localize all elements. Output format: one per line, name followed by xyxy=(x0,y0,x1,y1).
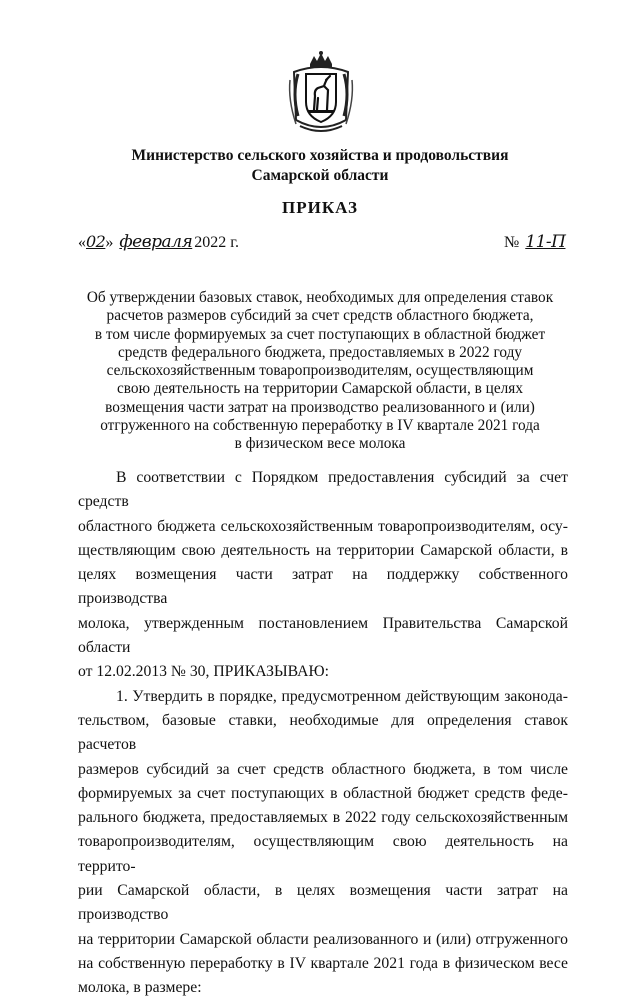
text-line: рии Самарской области, в целях возмещения части затрат на производство xyxy=(78,882,568,924)
document-date xyxy=(78,232,239,252)
ministry-name xyxy=(0,146,640,186)
subject-line: Об утверждении базовых ставок, необходимых для определения ставок xyxy=(86,289,554,306)
paragraph-preamble xyxy=(78,466,568,685)
subject-line: в физическом весе молока xyxy=(234,435,406,453)
subject-line: сельскохозяйственным товаропроизводителям, осуществляющим xyxy=(106,362,534,380)
text-line: товаропроизводителям, осуществляющим свою деятельность на террито- xyxy=(78,833,568,875)
subject-line: свою деятельность на территории Самарской области, в целях xyxy=(117,380,523,398)
ministry-name-line2: Самарской области xyxy=(251,167,389,184)
date-day-handwritten: 02 xyxy=(86,232,106,251)
text-line: на собственную переработку в IV квартале 2021 года в физическом весе xyxy=(78,954,568,972)
text-line: целях возмещения части затрат на поддержку собственного производства xyxy=(78,566,568,608)
date-open-quote: « xyxy=(78,234,86,251)
text-line: молока, утвержденным постановлением Правительства Самарской области xyxy=(78,614,568,657)
text-line: формируемых за счет поступающих в областной бюджет средств феде- xyxy=(78,784,568,802)
subject-line: возмещения части затрат на производство реализованного и (или) xyxy=(105,398,535,416)
document-number xyxy=(504,232,565,252)
subject-line: расчетов размеров субсидий за счет средств областного бюджета, xyxy=(106,307,534,325)
text-line: молока, в размере: xyxy=(78,979,202,997)
text-line: от 12.02.2013 № 30, ПРИКАЗЫВАЮ: xyxy=(78,663,329,681)
text-line: тельством, базовые ставки, необходимые для определения ставок расчетов xyxy=(78,711,568,754)
order-body xyxy=(78,466,568,1001)
text-line: на территории Самарской области реализованного и (или) отгруженного xyxy=(78,930,568,948)
ministry-name-line1: Министерство сельского хозяйства и продовольствия xyxy=(131,147,509,164)
text-line: размеров субсидий за счет средств областного бюджета, в том числе xyxy=(78,760,568,778)
text-line: областного бюджета сельскохозяйственным товаропроизводителям, осу- xyxy=(78,517,568,535)
subject-line: средств федерального бюджета, предоставляемых в 2022 году xyxy=(117,343,523,361)
subject-line: отгруженного на собственную переработку в IV квартале 2021 года xyxy=(100,417,540,435)
number-sign: № xyxy=(504,234,520,251)
text-line: 1. Утвердить в порядке, предусмотренном действующим законода- xyxy=(116,687,568,705)
text-line: ществляющим свою деятельность на территории Самарской области, в xyxy=(78,541,568,559)
subject-line: в том числе формируемых за счет поступающих в областной бюджет xyxy=(94,325,546,343)
number-value-handwritten: 11-П xyxy=(525,232,566,252)
order-subject xyxy=(70,289,570,454)
text-line: рального бюджета, предоставляемых в 2022 году сельскохозяйственным xyxy=(78,809,568,827)
date-month-handwritten: февраля xyxy=(119,232,193,252)
samara-region-coat-of-arms-icon xyxy=(286,50,356,136)
date-year: 2022 г. xyxy=(194,234,239,251)
date-close-quote: » xyxy=(105,234,114,251)
paragraph-item-1 xyxy=(78,685,568,1001)
text-line: В соответствии с Порядком предоставления субсидий за счет средств xyxy=(78,469,568,511)
document-type-title: ПРИКАЗ xyxy=(282,198,358,217)
